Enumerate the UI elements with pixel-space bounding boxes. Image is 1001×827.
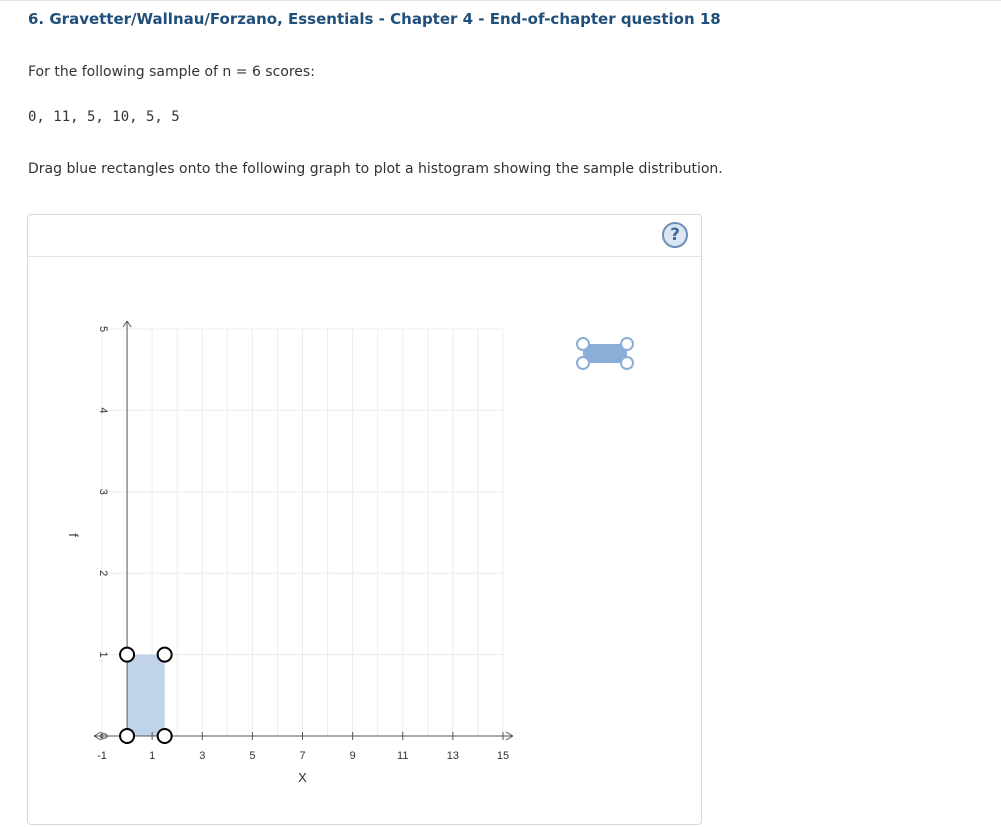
histogram-bar[interactable]: [127, 655, 165, 736]
palette-handle[interactable]: [577, 357, 589, 369]
histogram-graph[interactable]: [28, 215, 702, 824]
y-tick-label: 1: [97, 651, 109, 658]
x-tick-label: 1: [149, 750, 156, 762]
x-tick-label: 15: [496, 750, 510, 762]
x-tick-label: 5: [249, 750, 256, 762]
bar-resize-handle[interactable]: [120, 729, 134, 743]
shape-palette[interactable]: [577, 338, 633, 369]
top-divider: [0, 0, 1001, 1]
palette-handle[interactable]: [577, 338, 589, 350]
x-tick-label: 7: [299, 750, 306, 762]
y-tick-label: 0: [97, 732, 109, 740]
palette-handle[interactable]: [621, 357, 633, 369]
x-tick-label: 3: [199, 750, 206, 762]
sample-prompt: For the following sample of n = 6 scores:: [28, 64, 315, 80]
palette-handle[interactable]: [621, 338, 633, 350]
x-tick-label: -1: [97, 750, 107, 762]
sample-scores: 0, 11, 5, 10, 5, 5: [28, 109, 180, 125]
graph-panel: [27, 214, 702, 825]
y-tick-label: 5: [97, 325, 109, 333]
x-tick-label: 11: [397, 750, 409, 762]
palette-rectangle[interactable]: [583, 344, 627, 363]
rectangle-tool-icon[interactable]: [577, 338, 633, 369]
bar-resize-handle[interactable]: [158, 648, 172, 662]
y-tick-label: 3: [97, 488, 109, 495]
histogram-bars[interactable]: [127, 655, 165, 736]
x-axis-label: X: [298, 770, 307, 785]
drag-instruction: Drag blue rectangles onto the following graph to plot a histogram showing the sample distribution.: [28, 161, 723, 177]
x-tick-label: 9: [349, 750, 356, 762]
y-axis-label: f: [66, 533, 81, 537]
question-title: 6. Gravetter/Wallnau/Forzano, Essentials - Chapter 4 - End-of-chapter question 18: [28, 10, 721, 28]
bar-resize-handle[interactable]: [120, 648, 134, 662]
x-tick-label: 13: [446, 750, 459, 762]
help-icon[interactable]: ?: [662, 222, 688, 248]
bar-resize-handle[interactable]: [158, 729, 172, 743]
y-tick-label: 4: [97, 407, 109, 414]
y-tick-label: 2: [97, 570, 109, 577]
